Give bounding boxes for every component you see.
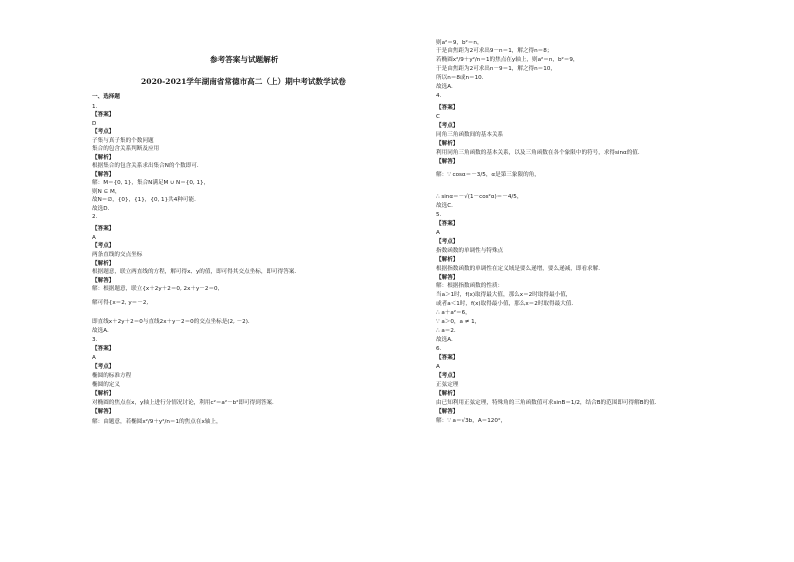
- right-text-line: ∵ a＞0，a ≠ 1，: [436, 319, 481, 325]
- right-text-line: A: [436, 230, 440, 236]
- left-text-line: 3.: [92, 337, 98, 343]
- left-text-line: 解：M＝{0, 1}，集合N满足M ∪ N＝{0, 1}，: [92, 180, 210, 186]
- right-text-line: 同角三角函数间的基本关系: [436, 132, 504, 138]
- left-text-line: 【答案】: [92, 346, 115, 352]
- right-text-line: 正弦定理: [436, 382, 459, 388]
- left-text-line: 【解析】: [92, 155, 115, 161]
- right-text-line: 6.: [436, 346, 442, 352]
- right-text-line: 【解答】: [436, 409, 459, 415]
- right-text-line: 【解答】: [436, 159, 459, 165]
- left-text-line: 则N ⊆ M，: [92, 189, 121, 195]
- right-text-line: C: [436, 114, 440, 120]
- right-text-line: 或者a＜1时，f(x)取得最小值，那么x＝2时取得最大值．: [436, 301, 577, 307]
- left-text-line: 【考点】: [92, 364, 115, 370]
- right-text-line: 【解答】: [436, 275, 459, 281]
- left-text-line: 【解答】: [92, 278, 115, 284]
- right-text-line: 由已知利用正弦定理，特殊角的三角函数值可求sinB＝1/2，结合B的范围即可得解B的值．: [436, 400, 661, 406]
- left-text-line: 【答案】: [92, 112, 115, 118]
- right-text-line: 解：根据指数函数的性质：: [436, 283, 504, 289]
- left-text-line: 【考点】: [92, 129, 115, 135]
- right-text-line: 根据指数函数的单调性在定义域是要么递增，要么递减，即看求解．: [436, 266, 604, 272]
- right-text-line: 【解析】: [436, 257, 459, 263]
- right-text-line: 则a²＝9，b²＝n，: [436, 40, 483, 46]
- left-text-line: 【解析】: [92, 261, 115, 267]
- left-text-line: 解：根据题意，联立{x＋2y＋2＝0, 2x＋y－2＝0,: [92, 286, 220, 292]
- left-text-line: 解可得{x＝2, y＝－2,: [92, 300, 149, 306]
- right-text-line: 故选C．: [436, 203, 457, 209]
- right-text-line: 故选A．: [436, 84, 457, 90]
- right-text-line: 于是由焦距为2可求出9－n＝1，解之得n＝8；: [436, 48, 553, 54]
- left-text-line: 根据题意，联立两直线的方程，解可得x、y的值，即可得其交点坐标，即可得答案．: [92, 269, 300, 275]
- left-text-line: D: [92, 121, 97, 127]
- right-text-line: 【考点】: [436, 373, 459, 379]
- left-text-line: 即直线x＋2y＋2＝0与直线2x＋y－2＝0的交点坐标是(2, －2)．: [92, 319, 254, 325]
- right-text-line: 所以n＝8或n＝10．: [436, 75, 488, 81]
- right-text-line: 解：∵ cosα＝－3/5，α是第三象限的角，: [436, 172, 540, 178]
- left-text-line: 集合的包含关系判断及应用: [92, 146, 160, 152]
- right-text-line: 当a＞1时，f(x)取得最大值，那么x＝2时取得最小值，: [436, 292, 572, 298]
- left-text-line: 【解析】: [92, 391, 115, 397]
- left-text-line: 对椭圆的焦点在x，y轴上进行分情况讨论，利用c²＝a²－b²即可得到答案．: [92, 400, 278, 406]
- left-text-line: 故N＝∅，{0}，{1}，{0, 1}共4种可能．: [92, 197, 200, 203]
- right-text-line: 【解析】: [436, 141, 459, 147]
- right-text-line: 【考点】: [436, 239, 459, 245]
- document-title: 参考答案与试题解析: [210, 55, 279, 64]
- left-text-line: 故选A．: [92, 328, 113, 334]
- right-text-line: 4.: [436, 93, 442, 99]
- right-text-line: 利用同角三角函数的基本关系，以及三角函数在各个象限中的符号，求得sinα的值．: [436, 150, 644, 156]
- document-subtitle: 2020-2021学年湖南省常德市高二（上）期中考试数学试卷: [141, 77, 346, 86]
- left-text-line: 2.: [92, 214, 98, 220]
- left-text-line: 两条直线的交点坐标: [92, 252, 143, 258]
- right-text-line: 指数函数的单调性与特殊点: [436, 248, 504, 254]
- right-text-line: 于是由焦距为2可求出n－9＝1，解之得n＝10，: [436, 66, 556, 72]
- right-text-line: 【答案】: [436, 355, 459, 361]
- left-text-line: A: [92, 355, 96, 361]
- right-text-line: 若椭圆x²/9＋y²/n＝1的焦点在y轴上，则a²＝n，b²＝9，: [436, 57, 579, 63]
- left-text-line: 故选D．: [92, 206, 114, 212]
- left-text-line: 椭圆的标准方程: [92, 373, 132, 379]
- left-text-line: 解：由题意，若椭圆x²/9＋y²/n＝1的焦点在x轴上，: [92, 419, 222, 425]
- right-text-line: 5.: [436, 212, 442, 218]
- left-text-line: 一、选择题: [92, 94, 120, 100]
- right-text-line: ∴ a＋a²＝6，: [436, 310, 471, 316]
- right-text-line: 【考点】: [436, 123, 459, 129]
- left-text-line: 根据集合的包含关系求出集合N的个数即可．: [92, 163, 203, 169]
- left-text-line: 【答案】: [92, 226, 115, 232]
- right-text-line: ∴ a＝2．: [436, 328, 460, 334]
- left-text-line: 【考点】: [92, 243, 115, 249]
- right-text-line: 【答案】: [436, 221, 459, 227]
- right-text-line: ∴ sinα＝－√(1－cos²α)＝－4/5，: [436, 194, 523, 200]
- left-text-line: 【解答】: [92, 409, 115, 415]
- right-text-line: 解：∵ a＝√3b，A＝120°，: [436, 418, 507, 424]
- right-text-line: 【解析】: [436, 391, 459, 397]
- left-text-line: A: [92, 235, 96, 241]
- right-text-line: 故选A．: [436, 337, 457, 343]
- left-text-line: 1.: [92, 104, 98, 110]
- left-text-line: 【解答】: [92, 172, 115, 178]
- left-text-line: 子集与真子集的个数问题: [92, 138, 154, 144]
- left-text-line: 椭圆的定义: [92, 382, 120, 388]
- right-text-line: A: [436, 364, 440, 370]
- right-text-line: 【答案】: [436, 105, 459, 111]
